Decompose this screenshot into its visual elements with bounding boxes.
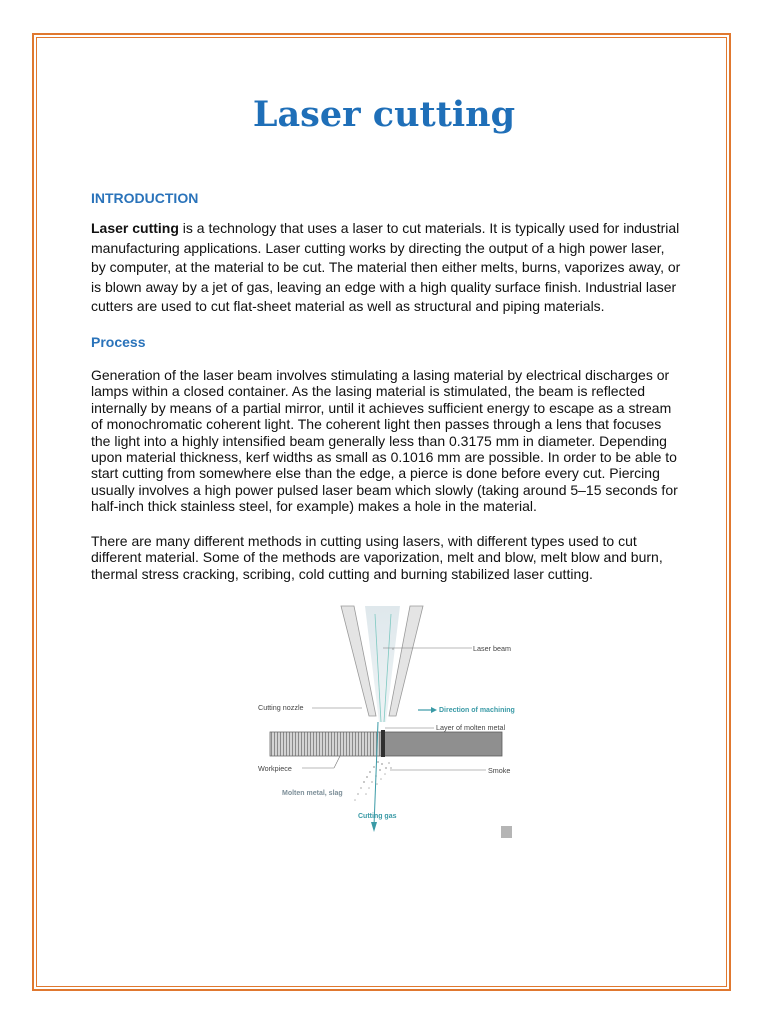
label-workpiece: Workpiece	[258, 764, 292, 773]
workpiece-left	[270, 732, 381, 756]
label-molten-layer: Layer of molten metal	[436, 723, 506, 732]
laser-cutting-diagram-svg	[250, 604, 520, 844]
leader-workpiece-tail	[334, 756, 340, 768]
label-smoke: Smoke	[488, 766, 511, 775]
label-cutting-nozzle: Cutting nozzle	[258, 703, 304, 712]
label-laser-beam: Laser beam	[473, 644, 511, 653]
lead-term: Laser cutting	[91, 220, 179, 236]
introduction-heading: INTRODUCTION	[91, 190, 199, 206]
direction-arrowhead	[431, 707, 437, 713]
laser-cutting-diagram	[250, 604, 520, 844]
process-paragraph-1: Generation of the laser beam involves stimulating a lasing material by electrical discharges or lamps within a closed container. As the lasing material is stimulated, the beam is reflected internally by means of a partial mirror, until it achieves sufficient energy to escape as a stream of monochromatic coherent light. The coherent light then passes through a lens that focuses the light into a highly intensified beam generally less than 0.3175 mm in diameter. Depending upon material thickness, kerf widths as small as 0.1016 mm are possible. In order to be able to start cutting from somewhere else than the edge, a pierce is done before every cut. Piercing usually involves a high power pulsed laser beam which slowly (taking around 5–15 seconds for half-inch thick stainless steel, for example) makes a hole in the material.	[91, 367, 678, 515]
label-direction: Direction of machining	[439, 707, 515, 714]
introduction-body: is a technology that uses a laser to cut materials. It is typically used for industrial manufacturing applications. Laser cutting works by directing the output of a high power laser, by computer, at the material to be cut. The material then either melts, burns, vaporizes away, or is blown away by a jet of gas, leaving an edge with a high quality surface finish. Industrial laser cutters are used to cut flat-sheet material as well as structural and piping materials.	[91, 220, 681, 315]
cutting-gas-arrowhead	[371, 822, 377, 832]
molten-layer-mark	[381, 730, 385, 757]
workpiece-right	[384, 732, 502, 756]
slag-particles	[354, 761, 392, 801]
process-heading: Process	[91, 334, 146, 350]
figure-corner-mark	[501, 826, 512, 838]
document-title: Laser cutting	[252, 94, 516, 135]
introduction-paragraph	[91, 219, 681, 317]
label-slag: Molten metal, slag	[282, 790, 343, 797]
process-paragraph-2: There are many different methods in cutting using lasers, with different types used to cut different material. Some of the methods are vaporization, melt and blow, melt blow and burn, thermal stress cracking, scribing, cold cutting and burning stabilized laser cutting.	[91, 533, 663, 582]
label-cutting-gas: Cutting gas	[358, 813, 397, 820]
